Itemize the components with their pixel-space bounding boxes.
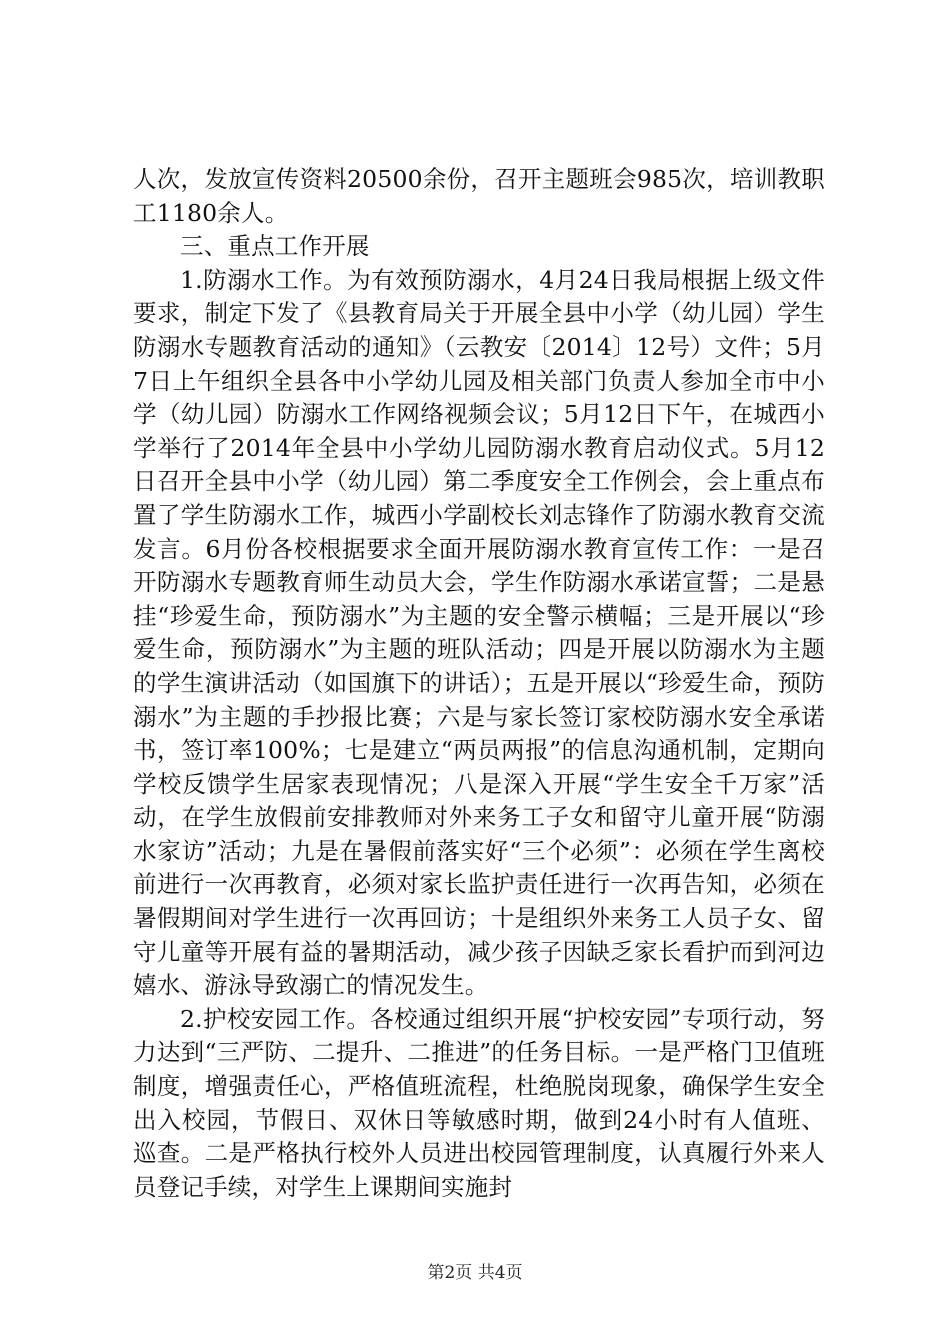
paragraph-continuation: 人次，发放宣传资料20500余份，召开主题班会985次，培训教职工1180余人。 <box>133 165 825 227</box>
paragraph-drowning-prevention: 1.防溺水工作。为有效预防溺水，4月24日我局根据上级文件要求，制定下发了《县教育局关于开展全县中小学（幼儿园）学生防溺水专题教育活动的通知》（云教安〔2014〕12号）文件；5月7日上午组织全县各中小学幼儿园及相关部门负责人参加全市中小学（幼儿园）防溺水工作网络视频会议；5月12日下午，在城西小学举行了2014年全县中小学幼儿园防溺水教育启动仪式。5月12日召开全县中小学（幼儿园）第二季度安全工作例会，会上重点布置了学生防溺水工作，城西小学副校长刘志锋作了防溺水教育交流发言。6月份各校根据要求全面开展防溺水教育宣传工作：一是召开防溺水专题教育师生动员大会，学生作防溺水承诺宣誓；二是悬挂“珍爱生命，预防溺水”为主题的安全警示横幅；三是开展以“珍爱生命，预防溺水”为主题的班队活动；四是开展以防溺水为主题的学生演讲活动（如国旗下的讲话）；五是开展以“珍爱生命，预防溺水”为主题的手抄报比赛；六是与家长签订家校防溺水安全承诺书，签订率100%；七是建立“两员两报”的信息沟通机制，定期向学校反馈学生居家表现情况；八是深入开展“学生安全千万家”活动，在学生放假前安排教师对外来务工子女和留守儿童开展“防溺水家访”活动；九是在暑假前落实好“三个必须”：必须在学生离校前进行一次再教育，必须对家长监护责任进行一次再告知，必须在暑假期间对学生进行一次再回访；十是组织外来务工人员子女、留守儿童等开展有益的暑期活动，减少孩子因缺乏家长看护而到河边嬉水、游泳导致溺亡的情况发生。 <box>133 265 825 1000</box>
paragraph-campus-safety: 2.护校安园工作。各校通过组织开展“护校安园”专项行动，努力达到“三严防、二提升、二推进”的任务目标。一是严格门卫值班制度，增强责任心，严格值班流程，杜绝脱岗现象，确保学生安全出入校园，节假日、双休日等敏感时期，做到24小时有人值班、巡查。二是严格执行校外人员进出校园管理制度，认真履行外来人员登记手续，对学生上课期间实施封 <box>133 1004 825 1201</box>
page-number-footer: 第2页 共4页 <box>427 1263 523 1283</box>
section-heading: 三、重点工作开展 <box>180 232 370 261</box>
document-body <box>133 163 825 1204</box>
